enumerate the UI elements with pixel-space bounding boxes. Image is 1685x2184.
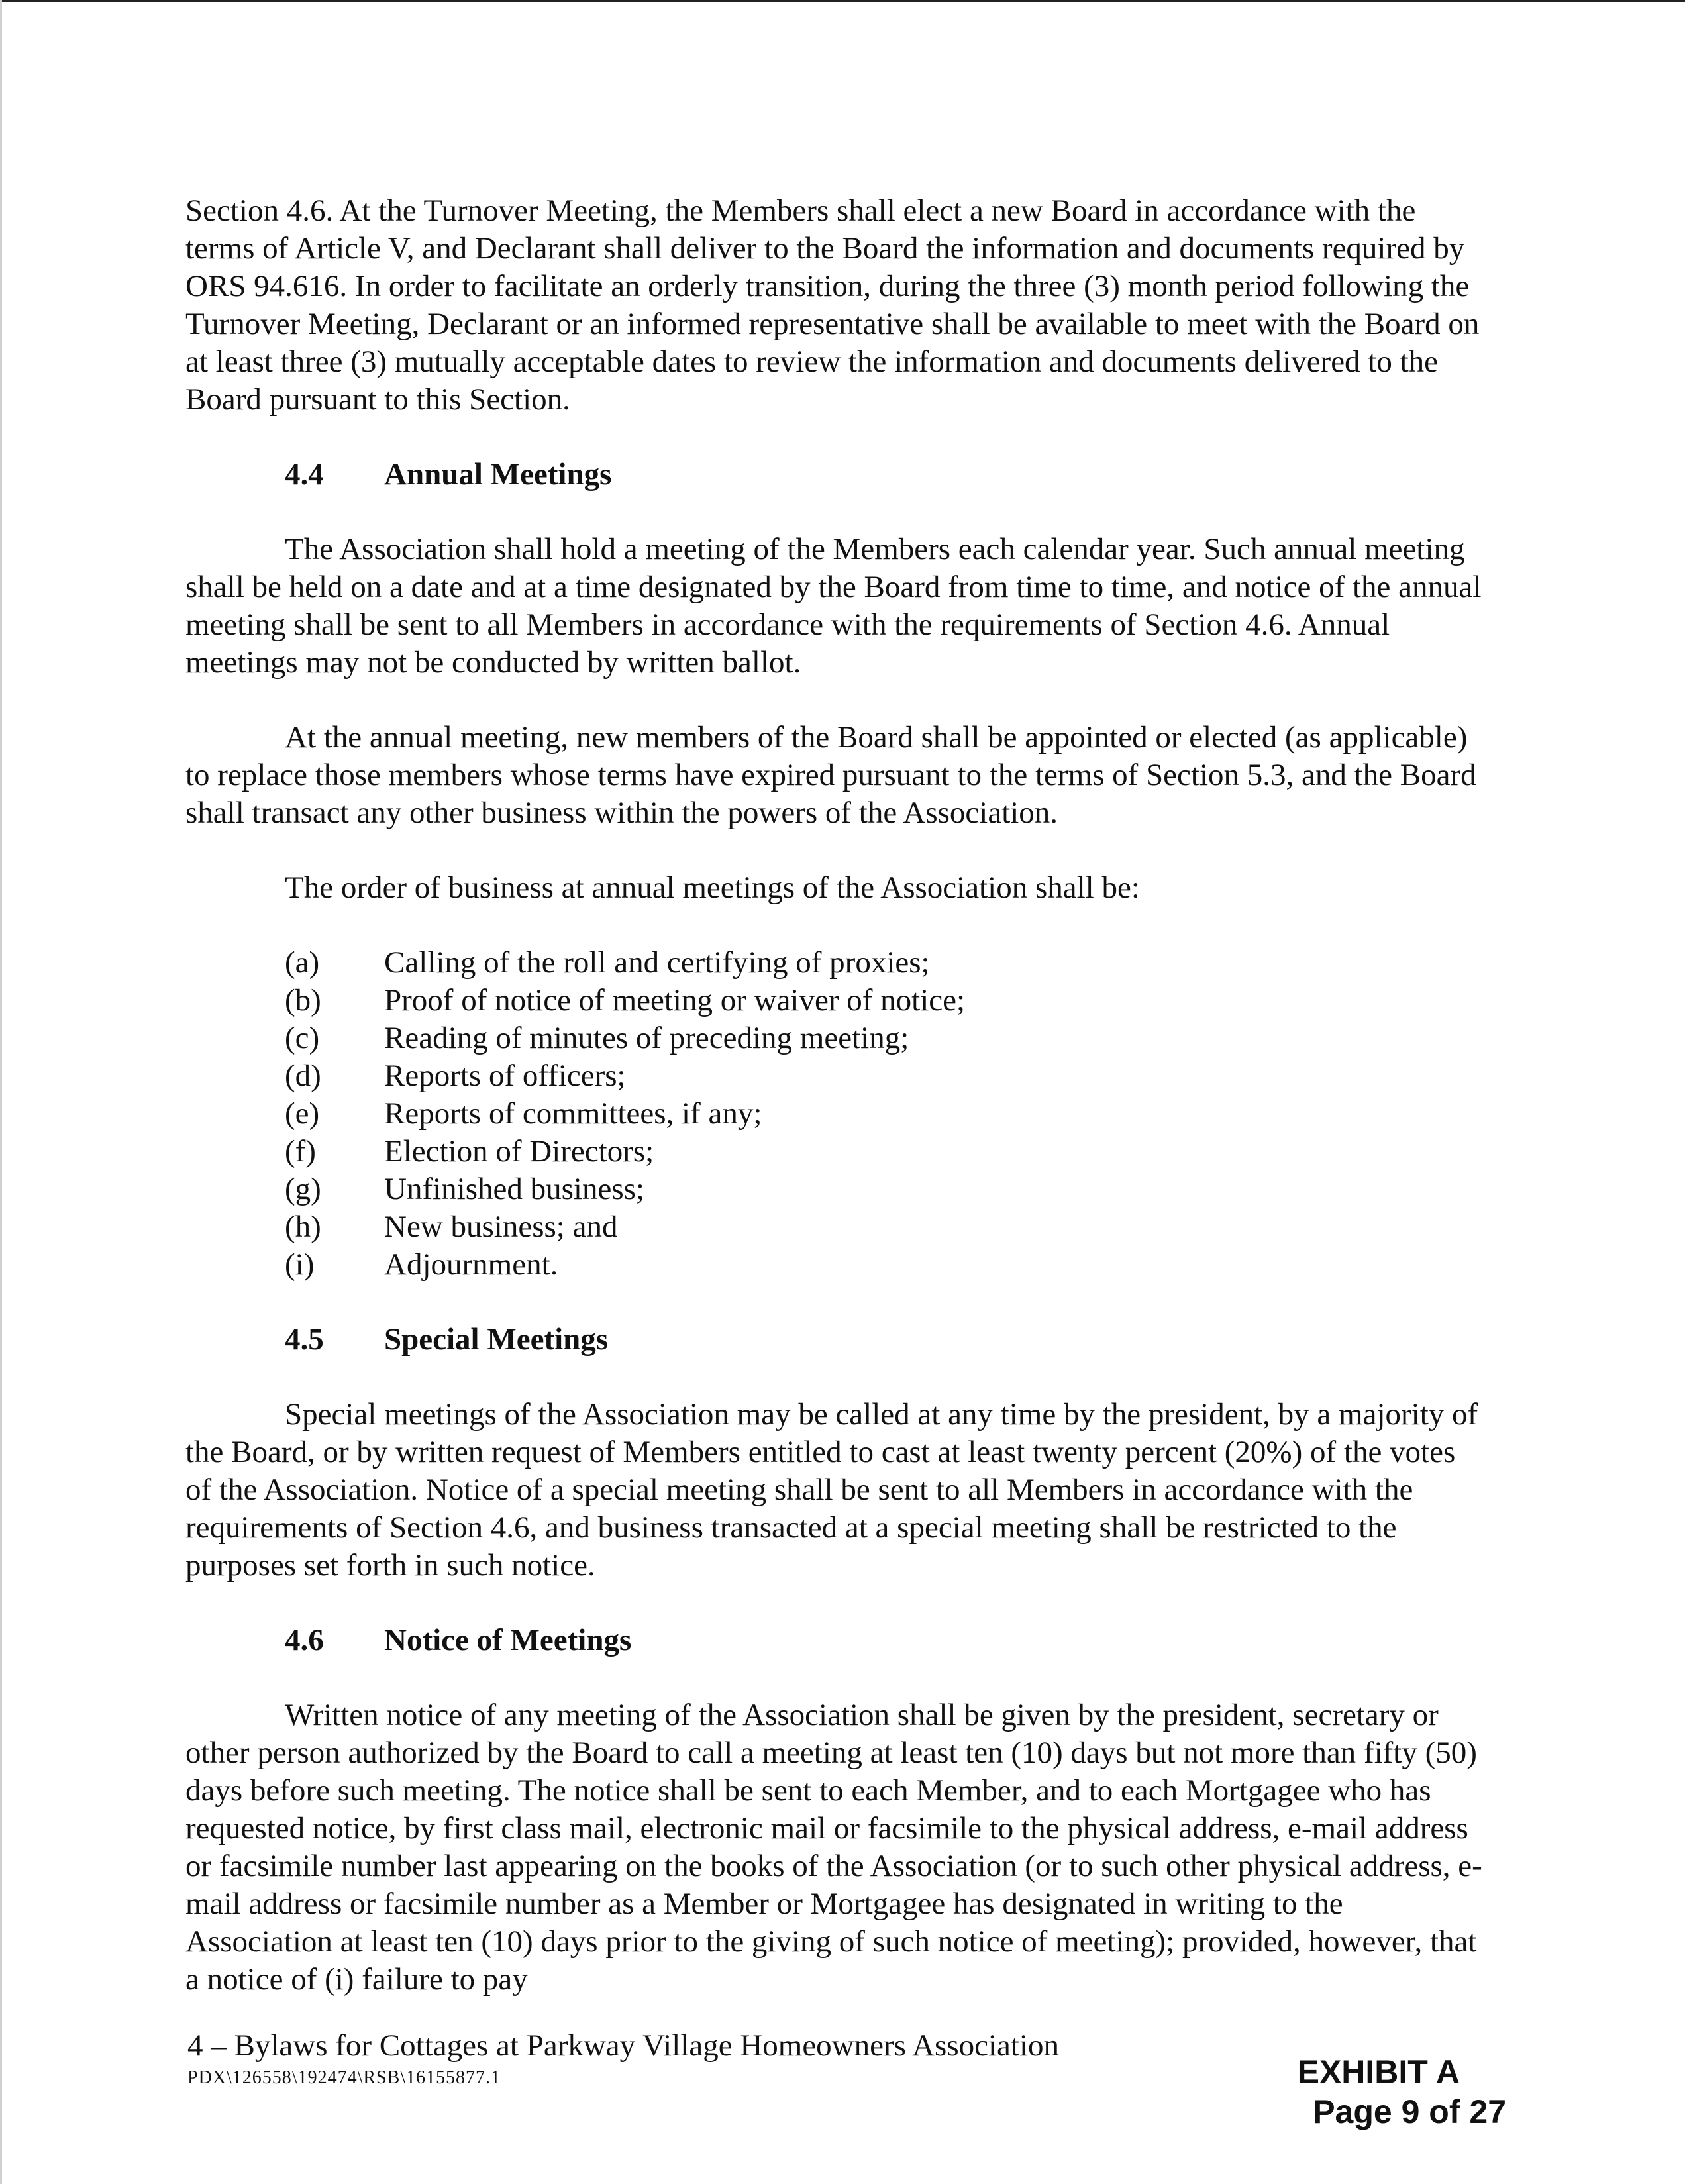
order-of-business-list [185, 944, 1484, 1284]
heading-number: 4.6 [285, 1623, 324, 1657]
list-item: (a) Calling of the roll and certifying of proxies; [285, 945, 930, 980]
list-item: (i) Adjournment. [285, 1247, 558, 1282]
special-meetings-paragraph: Special meetings of the Association may be called at any time by the president, by a majority of the Board, or by written request of Members entitled to cast at least twenty percent (20%) of the votes of the Association. Notice of a special meeting shall be sent to all Members in accordance with the requirements of Section 4.6, and business transacted at a special meeting shall be restricted to the purposes set forth in such notice. [185, 1397, 1478, 1583]
scan-top-edge [0, 0, 1685, 2]
list-item: (e) Reports of committees, if any; [285, 1096, 762, 1131]
list-item: (d) Reports of officers; [285, 1059, 626, 1093]
exhibit-label: EXHIBIT A [1297, 2054, 1460, 2091]
section-intro-paragraph: Section 4.6. At the Turnover Meeting, the Members shall elect a new Board in accordance with the terms of Article V, and Declarant shall deliver to the Board the information and documents required by ORS 94.616. In order to facilitate an orderly transition, during the three (3) month period following the Turnover Meeting, Declarant or an informed representative shall be available to meet with the Board on at least three (3) mutually acceptable dates to review the information and documents delivered to the Board pursuant to this Section. [185, 193, 1480, 417]
footer-document-code: PDX\126558\192474\RSB\16155877.1 [187, 2067, 501, 2088]
heading-special-meetings [185, 1321, 1484, 1359]
annual-meetings-paragraph-1: The Association shall hold a meeting of the Members each calendar year. Such annual meeting shall be held on a date and at a time designated by the Board from time to time, and notice of the annual meeting shall be sent to all Members in accordance with the requirements of Section 4.6. Annual meetings may not be conducted by written ballot. [185, 532, 1482, 680]
annual-meetings-paragraph-2: At the annual meeting, new members of the Board shall be appointed or elected (as applicable) to replace those members whose terms have expired pursuant to the terms of Section 5.3, and the Board shall transact any other business within the powers of the Association. [185, 720, 1476, 830]
list-item: (g) Unfinished business; [285, 1172, 644, 1206]
document-body [185, 192, 1484, 1999]
order-of-business-intro: The order of business at annual meetings of the Association shall be: [285, 870, 1140, 905]
heading-title: Annual Meetings [384, 457, 612, 492]
list-item: (h) New business; and [285, 1210, 618, 1244]
list-item: (f) Election of Directors; [285, 1134, 654, 1169]
heading-notice-of-meetings [185, 1622, 1484, 1659]
heading-title: Special Meetings [384, 1322, 609, 1357]
footer-document-title: 4 – Bylaws for Cottages at Parkway Village Homeowners Association [187, 2028, 1059, 2063]
list-item: (c) Reading of minutes of preceding meeting; [285, 1021, 909, 1055]
page-number: Page 9 of 27 [1313, 2093, 1506, 2130]
notice-of-meetings-paragraph: Written notice of any meeting of the Association shall be given by the president, secretary or other person authorized by the Board to call a meeting at least ten (10) days but not more than fifty (50) days before such meeting. The notice shall be sent to each Member, and to each Mortgagee who has requested notice, by first class mail, electronic mail or facsimile to the physical address, e-mail address or facsimile number last appearing on the books of the Association (or to such other physical address, e-mail address or facsimile number as a Member or Mortgagee has designated in writing to the Association at least ten (10) days prior to the giving of such notice of meeting); provided, however, that a notice of (i) failure to pay [185, 1698, 1482, 1997]
heading-title: Notice of Meetings [384, 1623, 632, 1657]
scan-left-edge [0, 0, 2, 2184]
heading-number: 4.5 [285, 1322, 324, 1357]
list-item: (b) Proof of notice of meeting or waiver of notice; [285, 983, 966, 1017]
exhibit-stamp [1298, 2052, 1506, 2132]
heading-annual-meetings [185, 456, 1484, 494]
heading-number: 4.4 [285, 457, 324, 492]
